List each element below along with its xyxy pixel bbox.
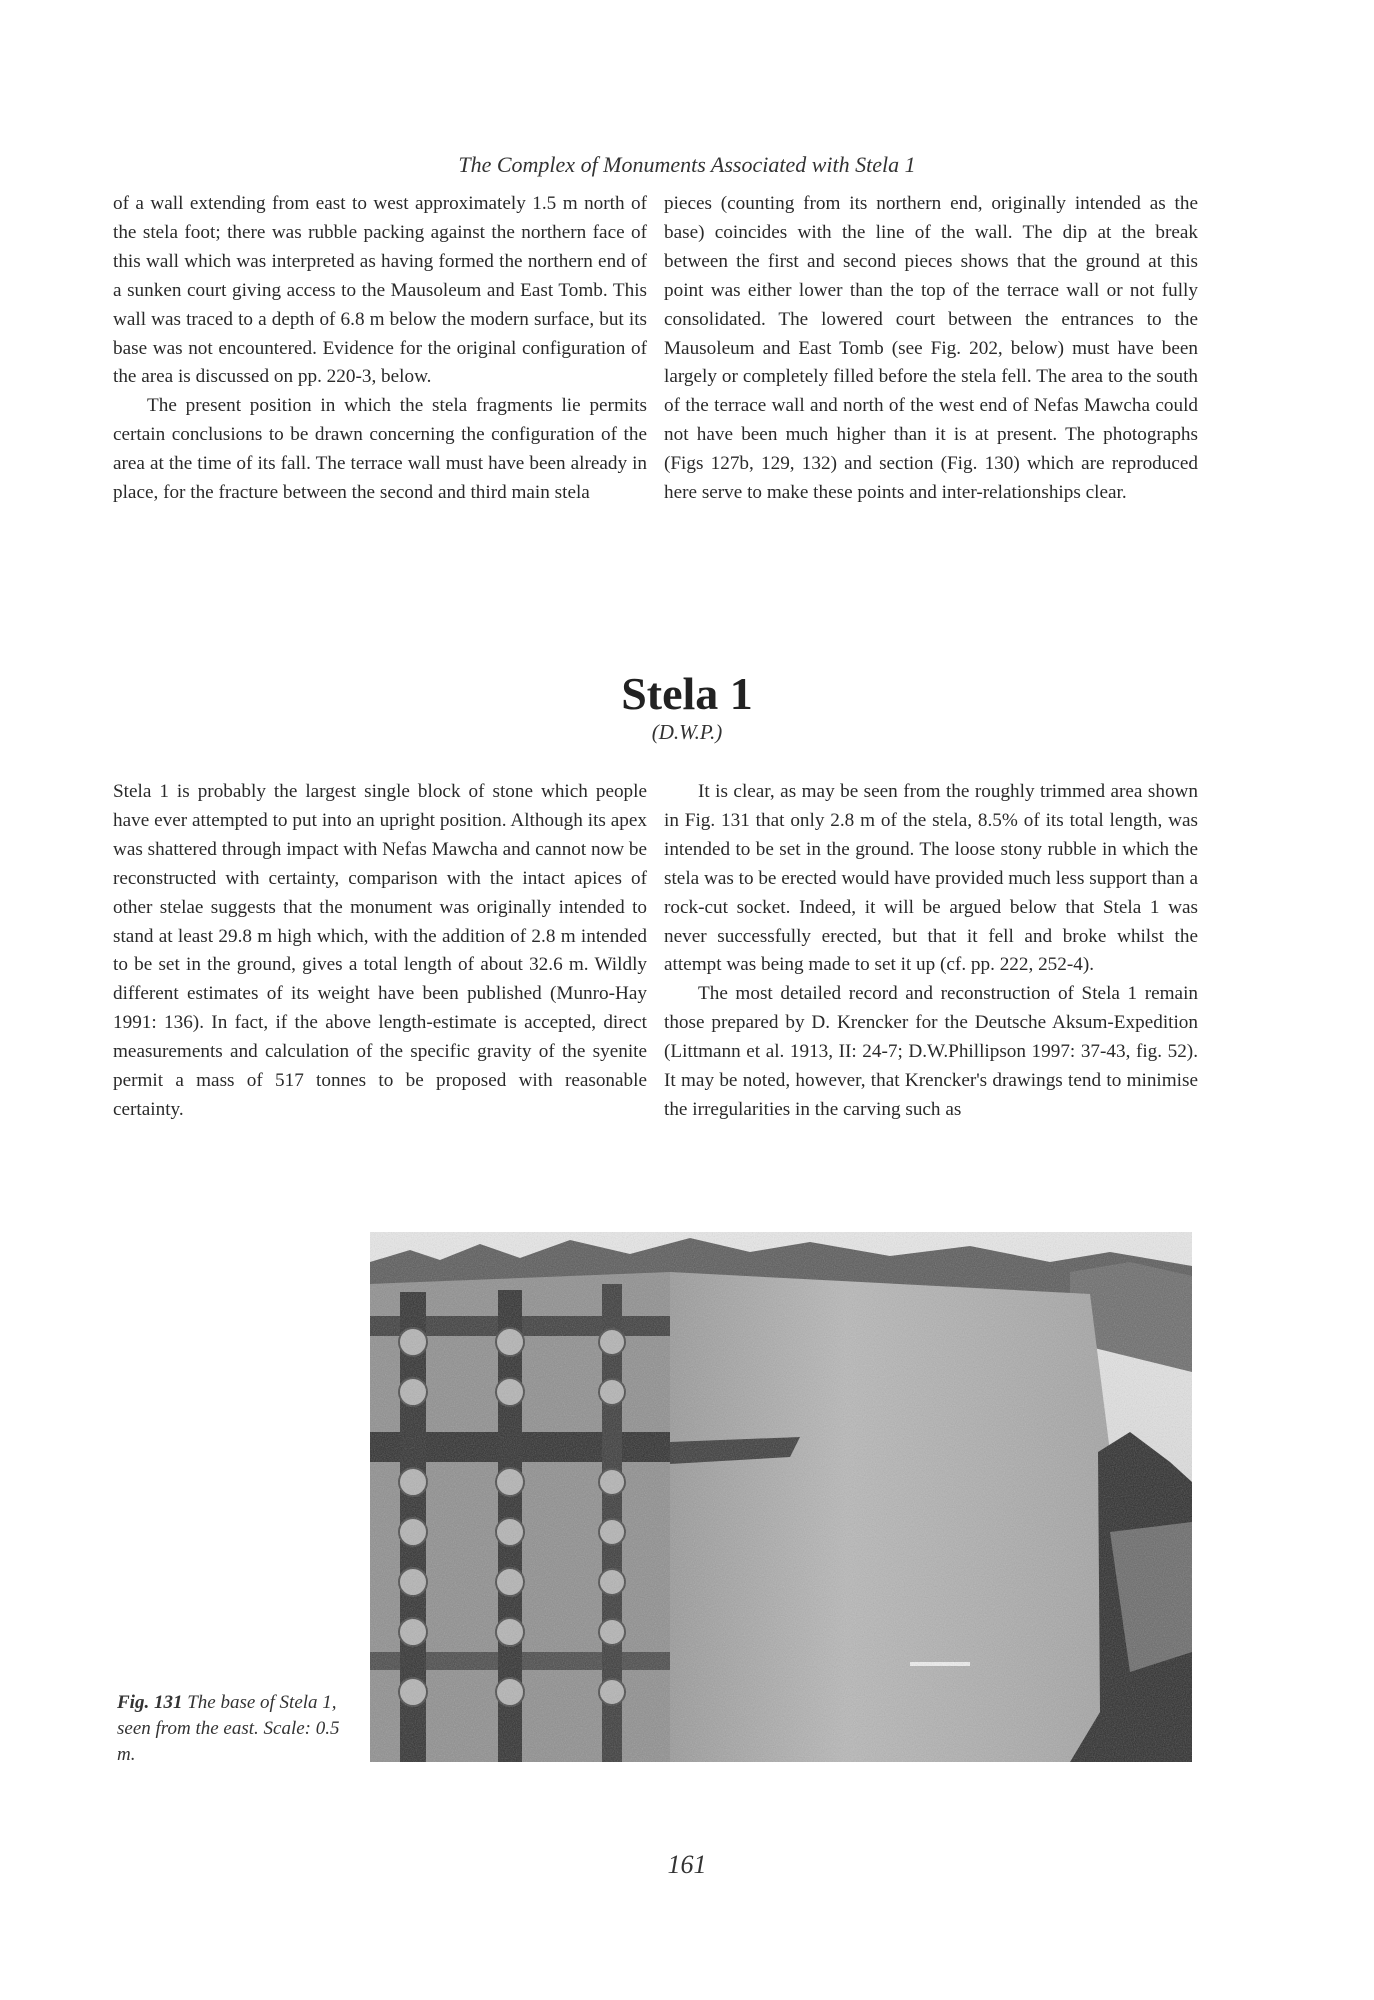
section-title: Stela 1 bbox=[621, 668, 753, 719]
paragraph: The present position in which the stela fragments lie permits certain conclusions to be drawn concerning the configuration of the area at the time of its fall. The terrace wall must have been already in place, for the fracture between the second and third main stela bbox=[113, 395, 647, 504]
running-head: The Complex of Monuments Associated with Stela 1 bbox=[458, 152, 916, 177]
paragraph: The most detailed record and reconstruction of Stela 1 remain those prepared by D. Krencker for the Deutsche Aksum-Expedition (Littmann et al. 1913, II: 24-7; D.W.Phillipson 1997: 37-43, fig. 52). It may be noted, however, that Krencker's drawings tend to minimise the irregularities in the carving such as bbox=[664, 983, 1198, 1120]
paragraph: pieces (counting from its northern end, originally intended as the base) coincides with the line of the wall. The dip at the break between the first and second pieces shows that the ground at this point was either lower than the top of the terrace wall or not fully consolidated. The lowered court between the entrances to the Mausoleum and East Tomb (see Fig. 202, below) must have been largely or completely filled before the stela fell. The area to the south of the terrace wall and north of the west end of Nefas Mawcha could not have been much higher than it is at present. The photographs (Figs 127b, 129, 132) and section (Fig. 130) which are reproduced here serve to make these points and inter-relationships clear. bbox=[664, 193, 1198, 504]
text-column-bottom-left bbox=[113, 778, 647, 1125]
paragraph: It is clear, as may be seen from the roughly trimmed area shown in Fig. 131 that only 2.8 m of the stela, 8.5% of its total length, was intended to be set in the ground. The loose stony rubble in which the stela was to be erected would have provided much less support than a rock-cut socket. Indeed, it will be argued below that Stela 1 was never successfully erected, but that it fell and broke whilst the attempt was being made to set it up (cf. pp. 222, 252-4). bbox=[664, 781, 1198, 976]
paragraph: of a wall extending from east to west approximately 1.5 m north of the stela foot; there was rubble packing against the northern face of this wall which was interpreted as having formed the northern end of a sunken court giving access to the Mausoleum and East Tomb. This wall was traced to a depth of 6.8 m below the modern surface, but its base was not encountered. Evidence for the original configuration of the area is discussed on pp. 220-3, below. bbox=[113, 193, 647, 388]
paragraph: Stela 1 is probably the largest single block of stone which people have ever attempted to put into an upright position. Although its apex was shattered through impact with Nefas Mawcha and cannot now be reconstructed with certainty, comparison with the intact apices of other stelae suggests that the monument was originally intended to stand at least 29.8 m high which, with the addition of 2.8 m intended to be set in the ground, gives a total length of about 32.6 m. Wildly different estimates of its weight have been published (Munro-Hay 1991: 136). In fact, if the above length-estimate is accepted, direct measurements and calculation of the specific gravity of the syenite permit a mass of 517 tonnes to be proposed with reasonable certainty. bbox=[113, 781, 647, 1120]
text-column-top-left bbox=[113, 190, 647, 508]
figure-caption-text: The base of Stela 1, seen from the east. Scale: 0.5 m. bbox=[117, 1692, 340, 1765]
figure-caption bbox=[117, 1690, 352, 1768]
section-author: (D.W.P.) bbox=[651, 720, 723, 744]
text-column-bottom-right bbox=[664, 778, 1198, 1125]
figure-label: Fig. 131 bbox=[117, 1692, 183, 1713]
page-number: 161 bbox=[667, 1850, 707, 1879]
text-column-top-right bbox=[664, 190, 1198, 508]
stela-base-photo bbox=[370, 1232, 1192, 1762]
